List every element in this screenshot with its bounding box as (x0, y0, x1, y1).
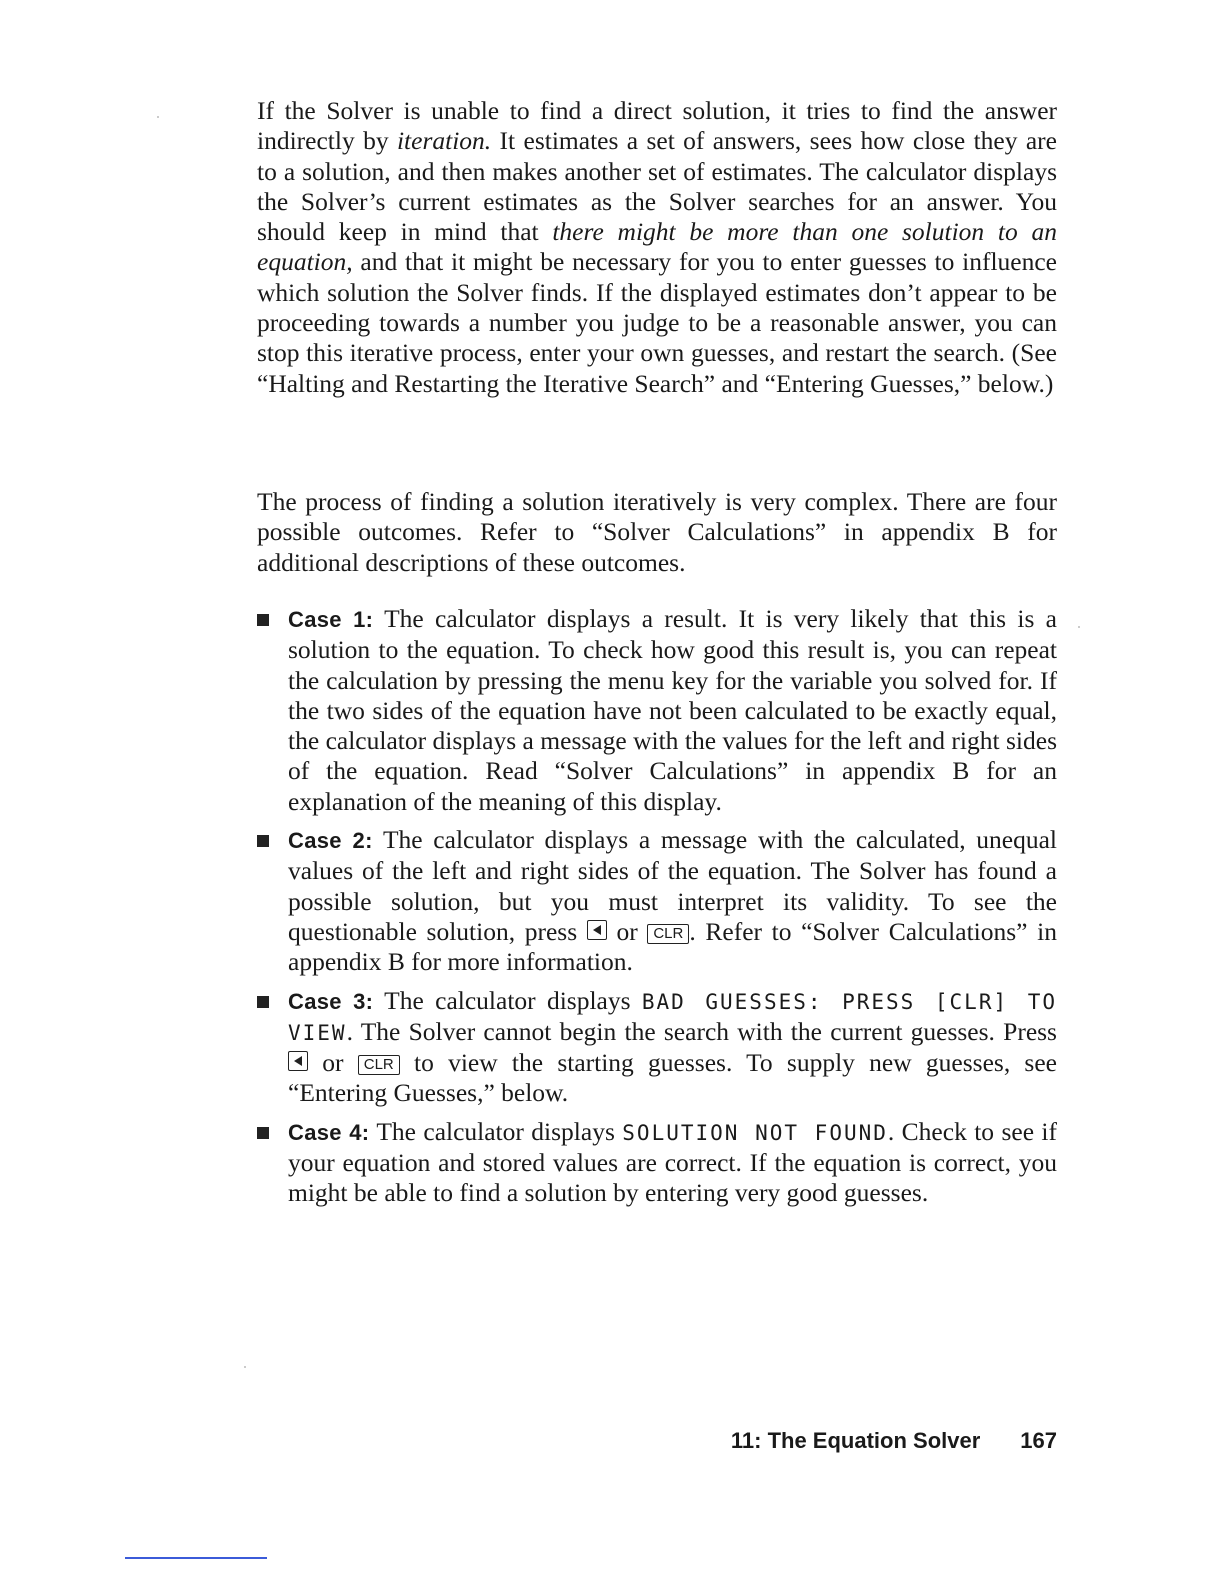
case-list (257, 604, 1057, 1217)
chapter-title: 11: The Equation Solver (730, 1428, 981, 1453)
left-arrow-key-icon (288, 1051, 308, 1071)
intro-text-3: and that it might be necessary for you to enter guesses to influence which solution the Solver finds. If the displayed estimates don’t appear to be proceeding towards a number you judge to be a reasonable answer, you can stop this iterative process, enter your own guesses, and restart the search. (See “Halting and Restarting the Iterative Search” and “Entering Guesses,” below.) (257, 247, 1057, 398)
scan-speck (244, 1366, 246, 1368)
square-bullet-icon (257, 996, 269, 1008)
case-2-label: Case 2: (288, 828, 373, 854)
case-1-item (257, 604, 1057, 817)
case-2-or: or (606, 916, 648, 946)
intro-italic-warning: there might be more than one solution to an equation, (257, 217, 1057, 277)
intro-italic-iteration: iteration. (396, 126, 492, 156)
intro-text-2: It estimates a set of answers, sees how close they are to a solution, and then makes another set of estimates. The calculator displays the Solver’s current estimates as the Solver searches for an answer. You should keep in mind that (257, 126, 1057, 247)
case-3-lcd-message: BAD GUESSES: PRESS [CLR] TO VIEW (288, 989, 1057, 1045)
scan-speck (1078, 626, 1080, 628)
intro-paragraph (257, 96, 1057, 399)
case-3-item (257, 986, 1057, 1109)
case-3-label: Case 3: (288, 988, 374, 1014)
page-footer (600, 1428, 1057, 1454)
square-bullet-icon (257, 835, 269, 847)
case-2-text-a: The calculator displays a message with the calculated, unequal values of the left and right sides of the equation. The Solver has found a possible solution, but you must interpret its validity. To see the questionable solution, press (288, 825, 1057, 946)
case-3-or: or (308, 1048, 358, 1078)
case-2-item (257, 825, 1057, 977)
case-4-text-b: . Check to see if your equation and stored values are correct. If the equation is correct, you might be able to find a solution by entering very good guesses. (288, 1116, 1057, 1208)
clr-key: CLR (358, 1055, 400, 1075)
outcomes-paragraph: The process of finding a solution iteratively is very complex. There are four possible outcomes. Refer to “Solver Calculations” in appendix B for additional descriptions of these outcomes. (257, 487, 1057, 577)
case-3-text-a: The calculator displays (373, 985, 642, 1015)
case-2-text-b: . Refer to “Solver Calculations” in appendix B for more information. (288, 916, 1057, 977)
case-1-text: The calculator displays a result. It is very likely that this is a solution to the equation. To check how good this result is, you can repeat the calculation by pressing the menu key for the variable you solved for. If the two sides of the equation have not been calculated to be exactly equal, the calculator displays a message with the values for the left and right sides of the equation. Read “Solver Calculations” in appendix B for an explanation of the meaning of this display. (288, 604, 1057, 816)
case-4-item (257, 1117, 1057, 1209)
square-bullet-icon (257, 614, 269, 626)
case-3-text-b: . The Solver cannot begin the search with the current guesses. Press (346, 1016, 1057, 1046)
bottom-rule (125, 1557, 267, 1559)
case-1-label: Case 1: (288, 607, 374, 632)
case-4-text-a: The calculator displays (369, 1116, 623, 1146)
clr-key: CLR (647, 924, 689, 944)
intro-text-1: If the Solver is unable to find a direct solution, it tries to find the answer indirectly by (257, 96, 1057, 156)
left-arrow-key-icon (587, 920, 607, 940)
scan-speck (157, 116, 159, 118)
case-4-label: Case 4: (288, 1119, 370, 1145)
case-3-text-c: to view the starting guesses. To supply new guesses, see “Entering Guesses,” below. (288, 1048, 1057, 1108)
case-4-lcd-message: SOLUTION NOT FOUND (622, 1120, 888, 1145)
page-number: 167 (1020, 1428, 1057, 1453)
square-bullet-icon (257, 1127, 269, 1139)
